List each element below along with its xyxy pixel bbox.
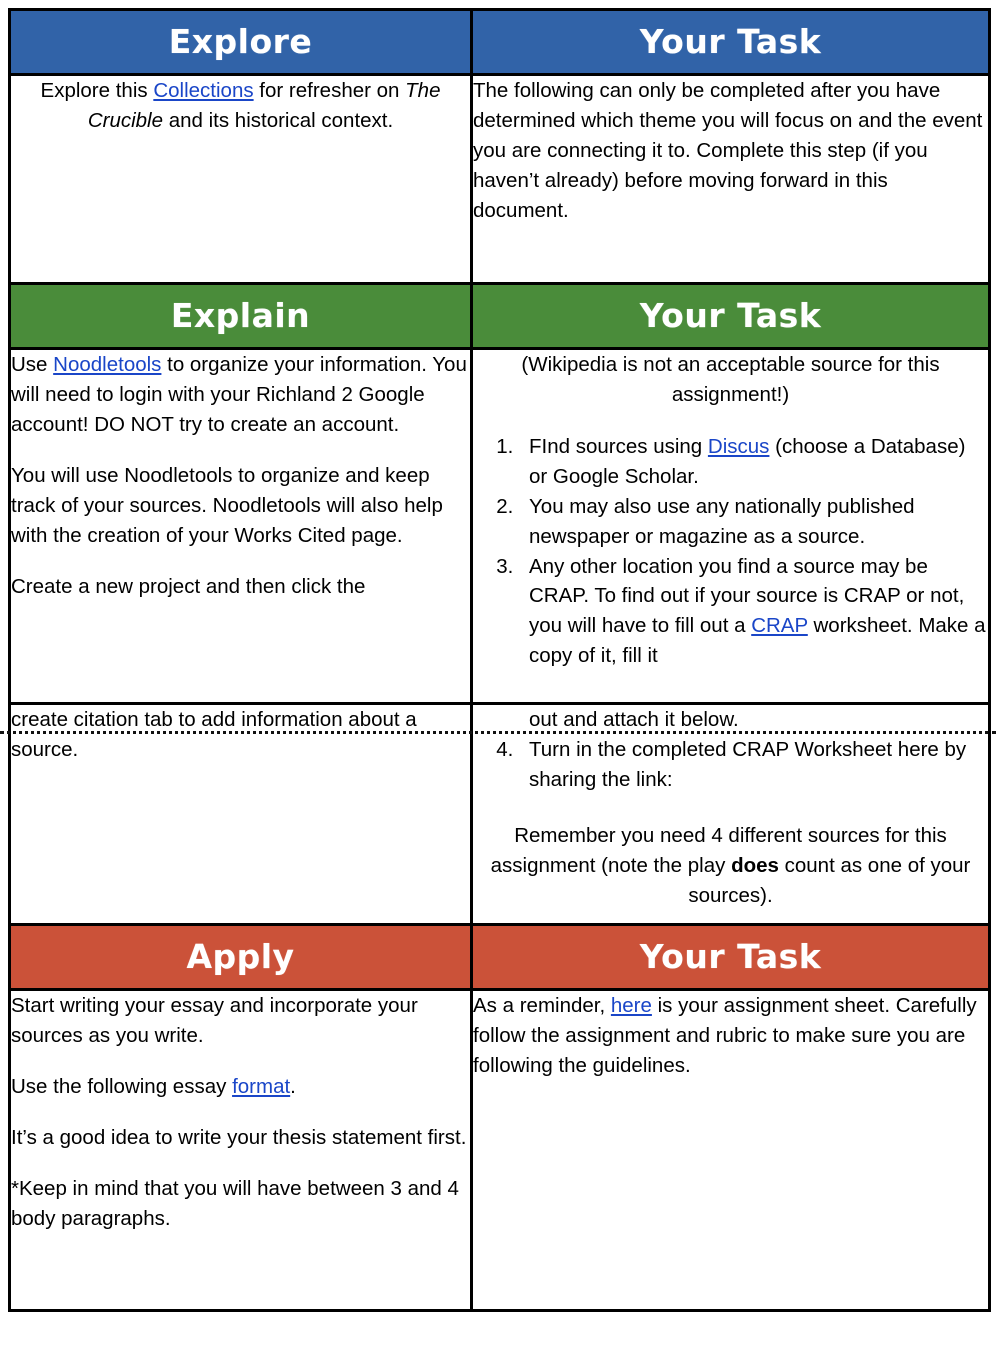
section-header-explain-task	[472, 284, 990, 349]
item-text-post: worksheet. Make a copy of it, fill it	[529, 614, 986, 668]
explain-text-pre: Use	[11, 353, 54, 376]
section-header-label: Your Task	[639, 296, 822, 335]
explore-task-paragraph: The following can only be completed after you have determined which theme you will focus on and the event you are connecting it to. Complete this step (if you haven’t already) before moving forward in this document.	[473, 79, 983, 222]
item-text: Turn in the completed CRAP Worksheet here by sharing the link:	[529, 737, 967, 791]
crap-link[interactable]: CRAP	[751, 614, 808, 638]
explain-left-cell	[10, 349, 472, 704]
table-row	[10, 925, 990, 990]
section-header-label: Your Task	[639, 937, 822, 976]
explain-left-cell-continued	[10, 704, 472, 925]
apply-paragraph-1: Start writing your essay and incorporate your sources as you write.	[11, 994, 418, 1047]
explore-left-cell	[10, 75, 472, 284]
table-row	[10, 349, 990, 704]
list-item	[519, 735, 988, 795]
explain-paragraph-4: create citation tab to add information about a source.	[11, 708, 417, 761]
reminder-emphasis: does	[731, 853, 779, 877]
list-item	[519, 492, 988, 552]
apply-task-pre: As a reminder,	[473, 994, 611, 1017]
collections-link[interactable]: Collections	[153, 79, 254, 102]
table-row	[10, 990, 990, 1311]
section-header-label: Explain	[170, 296, 311, 335]
apply-task-paragraph	[473, 991, 988, 1081]
explain-right-cell-continued	[472, 704, 990, 925]
section-header-label: Apply	[186, 937, 295, 976]
explore-text-post: and its historical context.	[163, 108, 394, 132]
item-text-post: (choose a Database) or Google Scholar.	[529, 434, 966, 488]
list-item	[519, 432, 988, 492]
explore-text-mid: for refresher on	[253, 79, 406, 102]
section-header-explore	[10, 10, 472, 75]
sources-reminder	[473, 821, 988, 911]
reminder-text-pre: Remember you need 4 different sources for this assignment (note the play	[490, 823, 947, 877]
table-row	[10, 75, 990, 284]
research-steps-table	[8, 8, 991, 1312]
table-row	[10, 704, 990, 925]
section-header-label: Explore	[168, 22, 313, 61]
wikipedia-note: (Wikipedia is not an acceptable source for this assignment!)	[521, 353, 940, 406]
noodletools-link[interactable]: Noodletools	[53, 353, 162, 376]
apply-left-cell	[10, 990, 472, 1311]
explain-text-post: to organize your information. You will need to login with your Richland 2 Google account! DO NOT try to create an account.	[11, 353, 467, 436]
task-ordered-list-continued	[473, 735, 988, 795]
task-ordered-list	[473, 432, 988, 671]
item-text-pre: Any other location you find a source may be CRAP. To find out if your source is CRAP or not, you will have to fill out a	[529, 554, 965, 638]
explore-text-pre: Explore this	[40, 79, 154, 102]
here-link[interactable]: here	[610, 994, 652, 1017]
section-header-label: Your Task	[639, 22, 822, 61]
apply-paragraph-2	[11, 1072, 470, 1102]
section-header-explore-task	[472, 10, 990, 75]
explain-paragraph-2: You will use Noodletools to organize and keep track of your sources. Noodletools will also help with the creation of your Works Cited page.	[11, 463, 443, 547]
crucible-title: The Crucible	[87, 79, 441, 132]
table-row	[10, 284, 990, 349]
discus-link[interactable]: Discus	[707, 434, 770, 458]
explain-paragraph-1	[11, 350, 470, 440]
section-header-apply	[10, 925, 472, 990]
section-header-apply-task	[472, 925, 990, 990]
apply-text-post: .	[290, 1074, 296, 1098]
apply-paragraph-4: *Keep in mind that you will have between 3 and 4 body paragraphs.	[11, 1176, 459, 1230]
apply-right-cell	[472, 990, 990, 1311]
item-text-pre: FInd sources using	[529, 434, 708, 458]
table-row	[10, 10, 990, 75]
format-link[interactable]: format	[232, 1074, 291, 1098]
item-text-pre: You may also use any nationally published newspaper or magazine as a source.	[529, 494, 915, 548]
apply-task-post: is your assignment sheet. Carefully follow the assignment and rubric to make sure you are following the guidelines.	[473, 994, 977, 1077]
explore-left-paragraph	[11, 76, 470, 136]
explain-paragraph-3: Create a new project and then click the	[11, 574, 366, 598]
section-header-explain	[10, 284, 472, 349]
explain-right-cell	[472, 349, 990, 704]
list-item	[519, 552, 988, 672]
item-3-continuation: out and attach it below.	[529, 708, 739, 731]
explore-right-cell	[472, 75, 990, 284]
reminder-text-post: count as one of your sources).	[688, 853, 971, 907]
apply-text-pre: Use the following essay	[11, 1074, 233, 1098]
apply-paragraph-3: It’s a good idea to write your thesis statement first.	[11, 1125, 467, 1149]
